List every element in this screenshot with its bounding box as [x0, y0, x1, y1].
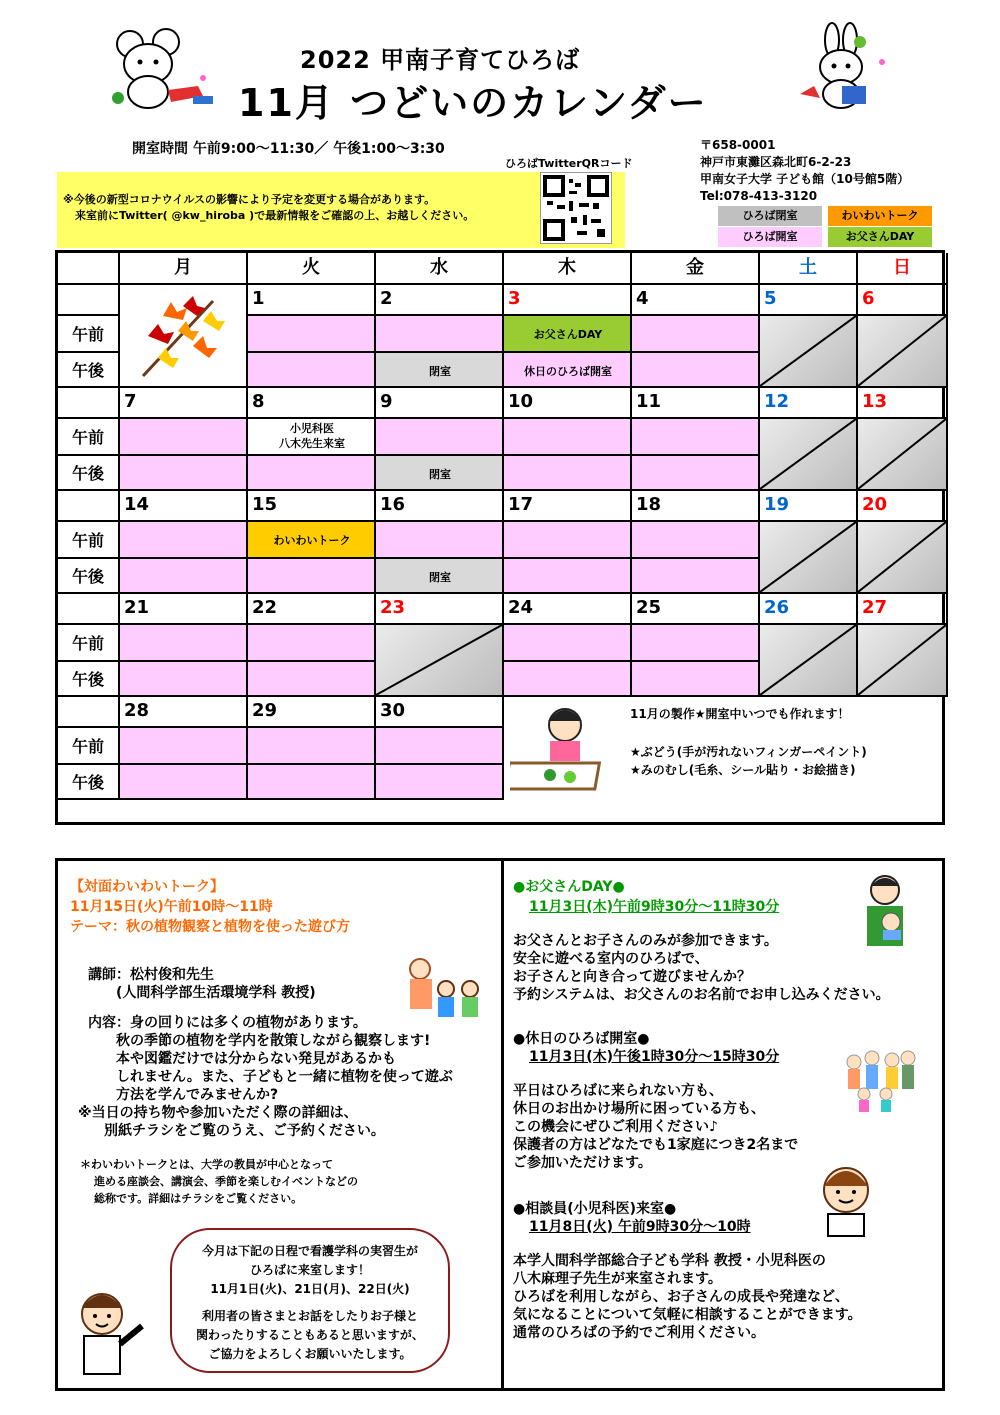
talk-content-5: 方法を学んでみませんか?: [116, 1087, 279, 1103]
talk-title: 【対面わいわいトーク】: [70, 879, 224, 895]
father-day-body-1: お父さんとお子さんのみが参加できます。: [513, 933, 778, 949]
father-day-body-4: 予約システムは、お父さんのお名前でお申し込みください。: [513, 987, 890, 1003]
legend-father-label: お父さんDAY: [845, 230, 915, 243]
date-number: 18: [636, 494, 662, 515]
page-title: 11月 つどいのカレンダー: [238, 81, 708, 125]
date-number: 23: [380, 597, 406, 618]
pm-slot[interactable]: [120, 765, 248, 800]
father-day-title: ●お父さんDAY●: [513, 879, 625, 895]
header-year-title: 2022 甲南子育てひろば: [300, 46, 581, 74]
date-number: 8: [252, 391, 265, 412]
date-number: 4: [636, 288, 649, 309]
pm-slot[interactable]: [248, 662, 376, 697]
am-slot[interactable]: [120, 419, 248, 456]
phone-number: Tel:078-413-3120: [700, 189, 818, 203]
am-slot[interactable]: [376, 728, 504, 765]
consult-body-4: 気になることについて気軽に相談することができます。: [513, 1307, 862, 1323]
diagonal-slash-icon: [858, 522, 946, 592]
week-label-blank: [58, 388, 120, 419]
weekday-header: 金: [632, 253, 760, 285]
legend-closed: [718, 206, 822, 226]
date-number: 22: [252, 597, 278, 618]
am-event-label: 小児科医 八木先生来室: [279, 422, 345, 450]
pm-label: 午後: [58, 765, 120, 800]
closed-day-cell: [760, 316, 858, 388]
doctor-illustration: [810, 1160, 882, 1238]
date-cell: [376, 285, 504, 316]
consult-title: ●相談員(小児科医)来室●: [513, 1201, 677, 1217]
bubble-line-4: 利用者の皆さまとお話をしたりお子様と: [201, 1309, 418, 1323]
teacher-children-illustration: [398, 955, 488, 1027]
am-label: 午前: [58, 522, 120, 559]
date-number: 1: [252, 288, 265, 309]
pm-label: 午後: [58, 559, 120, 594]
weekday-header-blank: [58, 253, 120, 285]
date-number: 17: [508, 494, 534, 515]
family-illustration: [840, 1048, 920, 1114]
diagonal-slash-icon: [760, 625, 856, 695]
address-block: [700, 137, 909, 205]
diagonal-slash-icon: [858, 625, 946, 695]
talk-definition-1: ＊わいわいトークとは、大学の教員が中心となって: [80, 1158, 333, 1171]
notice-line-2: 来室前にTwitter( @kw_hiroba )で最新情報をご確認の上、お越しください。: [75, 209, 475, 222]
talk-content-1: 内容：身の回りには多くの植物があります。: [88, 1015, 367, 1031]
date-number: 26: [764, 597, 790, 618]
legend-closed-label: ひろば閉室: [742, 209, 798, 222]
date-number: 28: [124, 700, 150, 721]
am-slot[interactable]: [248, 625, 376, 662]
date-number: 6: [862, 288, 875, 309]
diagonal-slash-icon: [376, 625, 502, 695]
date-number: 9: [380, 391, 393, 412]
closed-day-cell: [858, 625, 948, 697]
consult-date: 11月8日(火) 午前9時30分～10時: [529, 1219, 751, 1235]
pm-label: 午後: [58, 353, 120, 388]
weekday-header: 日: [858, 253, 948, 285]
child-painting-icon: [510, 703, 620, 795]
pm-slot[interactable]: [248, 765, 376, 800]
am-slot[interactable]: [120, 625, 248, 662]
pm-slot[interactable]: [376, 765, 504, 800]
diagonal-slash-icon: [760, 316, 856, 386]
legend-open: [718, 227, 822, 247]
pm-slot[interactable]: [632, 456, 760, 491]
pm-slot[interactable]: [248, 559, 376, 594]
am-slot[interactable]: [632, 522, 760, 559]
date-number: 13: [862, 391, 888, 412]
date-number: 10: [508, 391, 534, 412]
twitter-qr-code-icon[interactable]: [540, 172, 612, 244]
talk-note-1: ※当日の持ち物や参加いただく際の詳細は、: [78, 1105, 358, 1121]
pm-event-label: 閉室: [429, 365, 451, 378]
pm-slot[interactable]: [632, 662, 760, 697]
talk-definition-3: 総称です。詳細はチラシをご覧ください。: [94, 1192, 303, 1205]
am-slot[interactable]: [632, 316, 760, 353]
talk-content-2: 秋の季節の植物を学内を散策しながら観察します!: [116, 1033, 431, 1049]
pm-event-label: 閉室: [429, 468, 451, 481]
pm-event-label: 休日のひろば開室: [524, 365, 612, 378]
bubble-line-2: ひろばに来室します！: [249, 1263, 370, 1277]
holiday-body-4: 保護者の方はどなたでも1家庭につき2名まで: [513, 1137, 799, 1153]
diagonal-slash-icon: [858, 419, 946, 489]
holiday-body-2: 休日のお出かけ場所に困っている方も、: [513, 1101, 765, 1117]
date-cell: [504, 285, 632, 316]
pm-slot[interactable]: [632, 559, 760, 594]
father-day-body-3: お子さんと向き合って遊びませんか？: [513, 969, 751, 985]
legend-waiwai-label: わいわいトーク: [841, 209, 919, 222]
nurse-illustration: [62, 1282, 162, 1377]
talk-lecturer: 講師：松村俊和先生: [88, 967, 214, 983]
mouse-illustration: [108, 28, 218, 113]
am-slot[interactable]: [248, 316, 376, 353]
pm-slot[interactable]: [248, 353, 376, 388]
pm-slot[interactable]: [504, 456, 632, 491]
craft-title: 11月の製作★開室中いつでも作れます！: [630, 707, 850, 721]
am-slot[interactable]: [120, 522, 248, 559]
talk-content-4: しれません。また、子どもと一緒に植物を使って遊ぶ: [116, 1069, 453, 1085]
am-event-label: お父さんDAY: [533, 328, 603, 341]
craft-item-grape: ★ぶどう(手が汚れないフィンガーペイント): [630, 745, 867, 759]
date-cell: [376, 388, 504, 419]
holiday-body-5: ご参加いただけます。: [513, 1155, 652, 1171]
am-label: 午前: [58, 625, 120, 662]
legend-open-label: ひろば開室: [742, 230, 798, 243]
date-cell: [632, 285, 760, 316]
date-number: 16: [380, 494, 406, 515]
holiday-body-1: 平日はひろばに来られない方も、: [513, 1083, 723, 1099]
am-label: 午前: [58, 728, 120, 765]
date-cell: [248, 285, 376, 316]
building-name: 甲南女子大学 子ども館（10号館5階）: [700, 172, 910, 186]
date-number: 14: [124, 494, 150, 515]
week-label-blank: [58, 594, 120, 625]
closed-day-cell: [858, 419, 948, 491]
pm-event-label: 閉室: [429, 571, 451, 584]
am-slot[interactable]: [376, 419, 504, 456]
date-number: 29: [252, 700, 278, 721]
street-address: 神戸市東灘区森北町6-2-23: [700, 155, 852, 169]
talk-note-2: 別紙チラシをご覧のうえ、ご予約ください。: [104, 1123, 385, 1139]
craft-item-bagworm: ★みのむし(毛糸、シール貼り・お絵描き): [630, 763, 856, 777]
week-label-blank: [58, 491, 120, 522]
bubble-dates: 11月1日(火)、21日(月)、22日(火): [210, 1282, 410, 1296]
talk-date: 11月15日(火)午前10時～11時: [70, 899, 273, 915]
am-label: 午前: [58, 419, 120, 456]
date-number: 20: [862, 494, 888, 515]
holiday-title: ●休日のひろば開室●: [513, 1031, 650, 1047]
date-number: 3: [508, 288, 521, 309]
calendar-grid: [55, 250, 945, 825]
pm-slot[interactable]: [120, 662, 248, 697]
pm-slot[interactable]: [120, 456, 248, 491]
father-day-date: 11月3日(木)午前9時30分～11時30分: [529, 899, 780, 915]
section-divider: [501, 861, 504, 1388]
date-number: 25: [636, 597, 662, 618]
notice-line-1: ※今後の新型コロナウイルスの影響により予定を変更する場合があります。: [63, 193, 436, 206]
pm-label: 午後: [58, 456, 120, 491]
closed-day-cell: [858, 522, 948, 594]
date-number: 5: [764, 288, 777, 309]
legend-waiwai: [828, 206, 932, 226]
am-slot[interactable]: [504, 419, 632, 456]
pm-slot[interactable]: [504, 662, 632, 697]
date-number: 12: [764, 391, 790, 412]
consult-body-2: 八木麻理子先生が来室されます。: [513, 1271, 722, 1287]
pm-slot[interactable]: [632, 353, 760, 388]
am-slot[interactable]: [248, 728, 376, 765]
am-slot[interactable]: [632, 625, 760, 662]
legend-father-day: [828, 227, 932, 247]
am-slot[interactable]: [632, 419, 760, 456]
date-number: 21: [124, 597, 150, 618]
father-day-body-2: 安全に遊べる室内のひろばで、: [513, 951, 709, 967]
bubble-line-5: 関わったりすることもあると思いますが、: [196, 1328, 424, 1342]
qr-pattern-icon: [541, 173, 611, 243]
date-number: 30: [380, 700, 406, 721]
bubble-line-6: ご協力をよろしくお願いいたします。: [208, 1347, 412, 1361]
autumn-leaves-cell: [120, 285, 248, 388]
am-event-label: わいわいトーク: [273, 534, 351, 547]
talk-definition-2: 進める座談会、講演会、季節を楽しむイベントなどの: [94, 1175, 358, 1188]
closed-day-cell: [760, 522, 858, 594]
weekday-header: 水: [376, 253, 504, 285]
date-cell: [120, 388, 248, 419]
am-slot[interactable]: [504, 522, 632, 559]
consult-body-1: 本学人間科学部総合子ども学科 教授・小児科医の: [513, 1253, 826, 1269]
diagonal-slash-icon: [858, 316, 946, 386]
closed-day-cell: [376, 625, 504, 697]
date-number: 2: [380, 288, 393, 309]
am-slot[interactable]: [376, 316, 504, 353]
date-number: 19: [764, 494, 790, 515]
postal-code: 〒658-0001: [700, 138, 776, 152]
closed-day-cell: [858, 316, 948, 388]
pm-label: 午後: [58, 662, 120, 697]
date-cell: [248, 388, 376, 419]
rabbit-illustration: [792, 22, 892, 114]
closed-day-cell: [760, 419, 858, 491]
week-label-blank: [58, 697, 120, 728]
am-label: 午前: [58, 316, 120, 353]
am-slot[interactable]: [504, 625, 632, 662]
diagonal-slash-icon: [760, 419, 856, 489]
am-slot[interactable]: [120, 728, 248, 765]
holiday-date: 11月3日(木)午後1時30分～15時30分: [529, 1049, 780, 1065]
date-number: 24: [508, 597, 534, 618]
bubble-line-1: 今月は下記の日程で看護学科の実習生が: [201, 1244, 418, 1258]
week-label-blank: [58, 285, 120, 316]
diagonal-slash-icon: [760, 522, 856, 592]
talk-content-3: 本や図鑑だけでは分からない発見があるかも: [116, 1051, 396, 1067]
opening-hours: 開室時間 午前9:00～11:30／ 午後1:00～3:30: [132, 141, 445, 157]
talk-section: [70, 876, 500, 1207]
date-number: 7: [124, 391, 137, 412]
pm-slot[interactable]: [248, 456, 376, 491]
pm-slot[interactable]: [504, 559, 632, 594]
consult-body-3: ひろばを利用しながら、お子さんの成長や発達など、: [513, 1289, 849, 1305]
weekday-header: 土: [760, 253, 858, 285]
closed-day-cell: [760, 625, 858, 697]
date-number: 15: [252, 494, 278, 515]
talk-theme: テーマ：秋の植物観察と植物を使った遊び方: [70, 919, 350, 935]
father-baby-illustration: [855, 872, 915, 952]
weekday-header: 木: [504, 253, 632, 285]
date-number: 11: [636, 391, 662, 412]
nursing-students-bubble: [170, 1228, 450, 1373]
holiday-body-3: この機会にぜひご利用ください♪: [513, 1119, 718, 1135]
autumn-leaves-icon: [123, 286, 243, 386]
consult-body-5: 通常のひろばの予約でご利用ください。: [513, 1325, 765, 1341]
qr-label: ひろばTwitterQRコード: [505, 157, 633, 170]
weekday-header: 月: [120, 253, 248, 285]
pm-slot[interactable]: [120, 559, 248, 594]
am-slot[interactable]: [376, 522, 504, 559]
date-number: 27: [862, 597, 888, 618]
weekday-header: 火: [248, 253, 376, 285]
talk-department: (人間科学部生活環境学科 教授): [116, 985, 316, 1001]
